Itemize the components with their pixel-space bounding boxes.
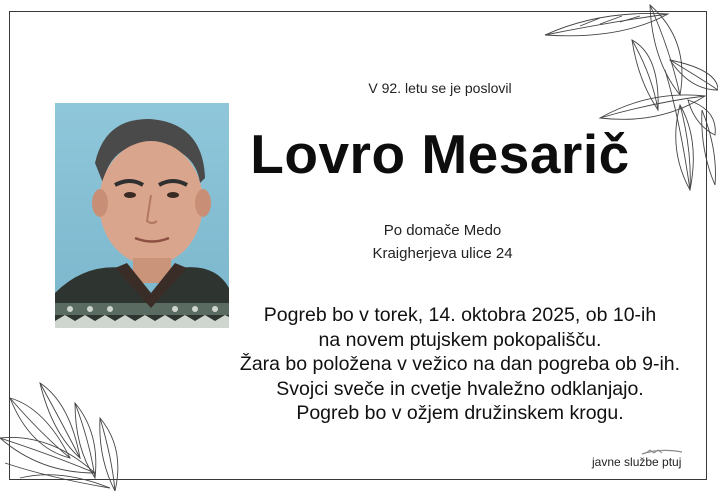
funeral-line: Žara bo položena v vežico na dan pogreba ob 9-ih. [239, 353, 681, 375]
portrait-photo [55, 103, 229, 328]
funeral-info [225, 303, 695, 426]
address: Kraigherjeva ulice 24 [372, 245, 513, 262]
age-subtitle: V 92. letu se je poslovil [368, 80, 512, 96]
nickname: Po domače Medo [383, 222, 502, 239]
funeral-line: Pogreb bo v ožjem družinskem krogu. [296, 402, 624, 424]
funeral-line: Svojci sveče in cvetje hvaležno odklanjajo. [276, 377, 644, 400]
logo-text: javne službe ptuj [592, 455, 682, 469]
leaf-branch-icon [0, 378, 140, 491]
funeral-line: na novem ptujskem pokopališču. [318, 328, 602, 351]
deceased-name: Lovro Mesarič [250, 123, 630, 185]
company-logo [590, 448, 702, 472]
funeral-line: Pogreb bo v torek, 14. oktobra 2025, ob 10-ih [263, 304, 657, 326]
portrait-image [55, 103, 229, 328]
